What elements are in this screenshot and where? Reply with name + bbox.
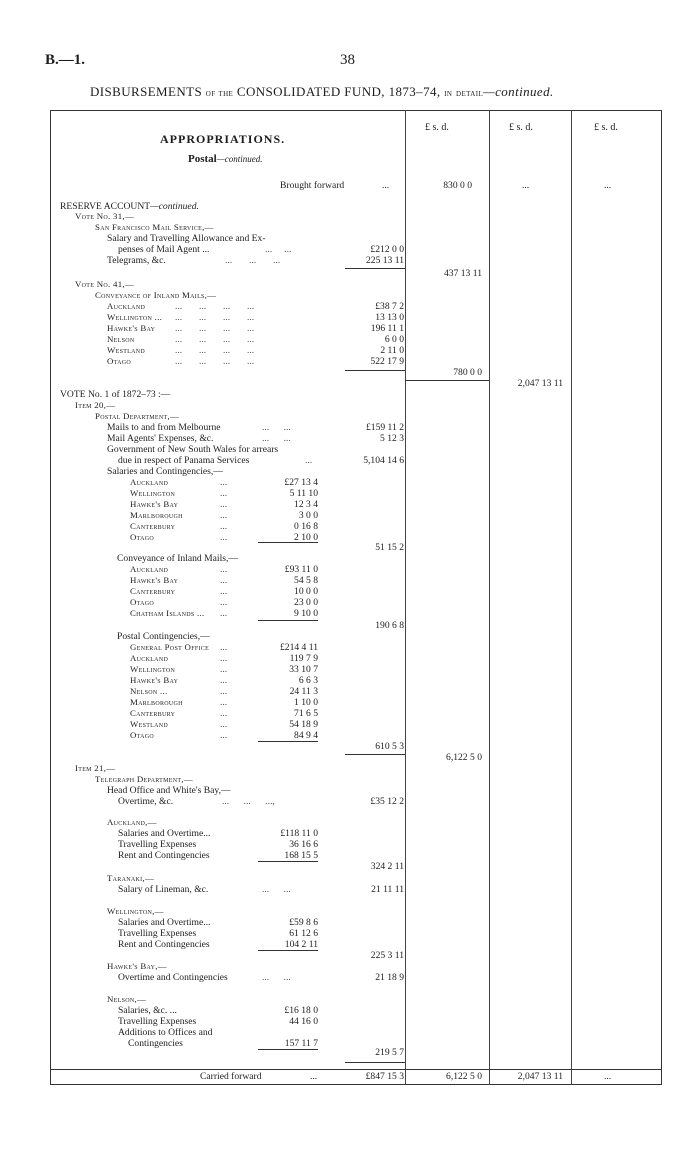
line-item-amount: 157 11 7 — [284, 1038, 318, 1049]
line-item — [0, 608, 700, 619]
line-item — [0, 697, 700, 708]
line-item-label: Auckland — [130, 477, 169, 487]
line-item: due in respect of Panama Services ... 5,104 14 6 — [118, 455, 404, 466]
line-item: penses of Mail Agent ... ... ... £212 0 0 — [118, 244, 404, 255]
line-item-label: Wellington ... — [107, 312, 163, 322]
subheading: San Francisco Mail Service,— — [95, 222, 214, 232]
line-item — [0, 1027, 700, 1038]
column-header: £ s. d. — [594, 122, 618, 133]
subheading: Auckland,— — [107, 817, 157, 827]
line-item — [0, 564, 700, 575]
leader-dots: ... — [220, 510, 228, 521]
line-item-amount: 1 10 0 — [294, 697, 318, 708]
line-item-label: Salaries and Overtime... — [118, 917, 211, 928]
line-item-label: Auckland — [130, 653, 169, 663]
line-item — [0, 301, 700, 312]
line-item-amount: 104 2 11 — [284, 939, 318, 950]
leader-dots: ... — [220, 686, 228, 697]
line-item-label: Westland — [107, 345, 146, 355]
leader-dots: ... — [220, 653, 228, 664]
line-item-amount: 13 13 0 — [375, 312, 404, 323]
line-item — [0, 850, 700, 861]
subheading: Hawke's Bay,— — [107, 961, 167, 971]
line-item-amount: 36 16 6 — [289, 839, 318, 850]
line-item-amount: £16 18 0 — [284, 1005, 318, 1016]
line-text: Salary and Travelling Allowance and Ex- — [107, 233, 266, 244]
leader-dots: ... — [220, 532, 228, 543]
line-item-label: Westland — [130, 719, 169, 729]
line-item-label: Chatham Islands ... — [130, 608, 205, 618]
subtotal: 780 0 0 — [453, 367, 482, 378]
line-item — [0, 521, 700, 532]
leader-dots: ... — [220, 664, 228, 675]
line-item-amount: 54 5 8 — [294, 575, 318, 586]
subheading: Postal Department,— — [95, 411, 180, 421]
line-item — [0, 708, 700, 719]
line-item: Overtime and Contingencies ... ... 21 18 9 — [118, 972, 404, 983]
line-item-label: Nelson ... — [130, 686, 168, 696]
page-reference: B.—1. — [45, 52, 86, 68]
line-item-amount: £93 11 0 — [284, 564, 318, 575]
line-text: Head Office and White's Bay,— — [107, 785, 231, 796]
line-item-amount: 54 18 9 — [289, 719, 318, 730]
line-item-amount: 10 0 0 — [294, 586, 318, 597]
line-item-amount: 84 9 4 — [294, 730, 318, 741]
line-item — [0, 730, 700, 741]
subheading: Conveyance of Inland Mails,— — [117, 553, 238, 564]
line-item-label: Canterbury — [130, 586, 176, 596]
subtotal: 225 3 11 — [370, 950, 404, 961]
line-item: Overtime, &c. ... ... ..., £35 12 2 — [118, 796, 404, 807]
line-item-amount: 0 16 8 — [294, 521, 318, 532]
line-item — [0, 917, 700, 928]
footer-rule — [50, 1069, 662, 1070]
line-item-amount: 5 11 10 — [289, 488, 318, 499]
leader-dots: ... — [220, 597, 228, 608]
section-heading: VOTE No. 1 of 1872–73 :— — [60, 389, 171, 400]
section-heading: RESERVE ACCOUNT—continued. — [60, 201, 199, 212]
page-number: 38 — [340, 52, 355, 68]
subtotal: 437 13 11 — [443, 268, 482, 279]
line-item-label: Otago — [130, 597, 155, 607]
line-item-amount: 24 11 3 — [289, 686, 318, 697]
line-item — [0, 345, 700, 356]
line-item — [0, 488, 700, 499]
line-item-label: Auckland — [130, 564, 169, 574]
line-item-label: Canterbury — [130, 521, 176, 531]
leader-dots: ... — [220, 730, 228, 741]
line-text: Government of New South Wales for arrears — [107, 444, 279, 455]
line-item-label: Salaries, &c. ... — [118, 1005, 177, 1016]
subheading: Wellington,— — [107, 906, 164, 916]
line-item-label: Marlborough — [130, 510, 183, 520]
line-item — [0, 323, 700, 334]
item-label: Item 21,— — [75, 763, 116, 773]
line-item-amount: £59 8 6 — [289, 917, 318, 928]
sum-rule — [345, 1062, 405, 1063]
line-item — [0, 642, 700, 653]
leader-dots: ... — [220, 608, 228, 619]
appropriations-heading: APPROPRIATIONS. — [160, 132, 286, 146]
line-item-label: Salaries and Overtime... — [118, 828, 211, 839]
leader-dots: ... — [220, 521, 228, 532]
leader-dots: ... — [220, 477, 228, 488]
line-item-amount: 6 6 3 — [298, 675, 318, 686]
line-item-amount: £214 4 11 — [279, 642, 318, 653]
line-item — [0, 675, 700, 686]
subheading: Taranaki,— — [107, 873, 155, 883]
line-item: Mails to and from Melbourne ... ... £159 11 2 — [107, 422, 404, 433]
line-item-label: Otago — [107, 356, 132, 366]
line-item-label: Hawke's Bay — [130, 499, 179, 509]
line-item-label: Otago — [130, 532, 155, 542]
subtotal: 610 5 3 — [375, 741, 404, 752]
line-item — [0, 828, 700, 839]
page-title: DISBURSEMENTS of the CONSOLIDATED FUND, 1873–74, in detail—continued. — [90, 84, 554, 99]
line-item — [0, 719, 700, 730]
vote-label: Vote No. 41,— — [75, 279, 134, 289]
leader-dots: ... ... ... ... — [175, 301, 255, 312]
line-item-label: Travelling Expenses — [118, 1016, 197, 1027]
leader-dots: ... — [220, 675, 228, 686]
line-item — [0, 312, 700, 323]
line-item — [0, 928, 700, 939]
line-item-label: Canterbury — [130, 708, 176, 718]
leader-dots: ... ... ... ... — [175, 356, 255, 367]
line-item: Mail Agents' Expenses, &c. ... ... 5 12 3 — [107, 433, 404, 444]
line-item-amount: 196 11 1 — [370, 323, 404, 334]
line-item-amount: 9 10 0 — [294, 608, 318, 619]
line-item-label: Rent and Contingencies — [118, 939, 210, 950]
line-item-label: General Post Office — [130, 642, 210, 652]
line-item — [0, 686, 700, 697]
line-item-amount: 168 15 5 — [284, 850, 318, 861]
line-item-amount: 6 0 0 — [384, 334, 404, 345]
leader-dots: ... — [220, 708, 228, 719]
section-heading: Postal—continued. — [188, 153, 263, 165]
line-item-label: Contingencies — [128, 1038, 183, 1049]
line-item: Salary of Lineman, &c. ... ... 21 11 11 — [118, 884, 404, 895]
subheading: Salaries and Contingencies,— — [107, 466, 223, 477]
item-total: 6,122 5 0 — [446, 752, 482, 763]
subheading: Telegraph Department,— — [95, 774, 193, 784]
line-item-amount: 522 17 9 — [370, 356, 404, 367]
line-item-label: Hawke's Bay — [107, 323, 156, 333]
line-item-label: Hawke's Bay — [130, 675, 179, 685]
line-item-amount: 23 0 0 — [294, 597, 318, 608]
leader-dots: ... — [220, 564, 228, 575]
carried-forward-row: Carried forward ... £847 15 3 6,122 5 0 2,047 13 11 ... — [200, 1071, 612, 1082]
line-item-label: Auckland — [107, 301, 146, 311]
line-item — [0, 477, 700, 488]
item-label: Item 20,— — [75, 400, 116, 410]
vote-label: Vote No. 31,— — [75, 211, 134, 221]
line-item-amount: 71 6 5 — [294, 708, 318, 719]
leader-dots: ... — [220, 719, 228, 730]
leader-dots: ... — [220, 697, 228, 708]
column-header: £ s. d. — [425, 122, 449, 133]
line-item — [0, 1005, 700, 1016]
line-item-label: Rent and Contingencies — [118, 850, 210, 861]
leader-dots: ... ... ... ... — [175, 345, 255, 356]
line-item-amount: £38 7 2 — [375, 301, 404, 312]
leader-dots: ... ... ... ... — [175, 323, 255, 334]
reserve-total: 2,047 13 11 — [517, 378, 563, 389]
line-item-label: Additions to Offices and — [118, 1027, 213, 1038]
line-item-label: Travelling Expenses — [118, 839, 197, 850]
line-item-amount: £118 11 0 — [280, 828, 318, 839]
line-item — [0, 334, 700, 345]
subtotal: 190 6 8 — [375, 620, 404, 631]
line-item-amount: 119 7 9 — [289, 653, 318, 664]
leader-dots: ... — [220, 499, 228, 510]
line-item — [0, 839, 700, 850]
line-item-label: Hawke's Bay — [130, 575, 179, 585]
subheading: Nelson,— — [107, 994, 147, 1004]
line-item — [0, 575, 700, 586]
leader-dots: ... ... ... ... — [175, 334, 255, 345]
line-item — [0, 510, 700, 521]
line-item — [0, 586, 700, 597]
line-item-label: Marlborough — [130, 697, 183, 707]
line-item-amount: 3 0 0 — [298, 510, 318, 521]
line-item-amount: 2 10 0 — [294, 532, 318, 543]
line-item — [0, 653, 700, 664]
line-item-amount: 61 12 6 — [289, 928, 318, 939]
line-item — [0, 499, 700, 510]
leader-dots: ... — [220, 575, 228, 586]
subheading: Conveyance of Inland Mails,— — [95, 290, 217, 300]
column-header: £ s. d. — [509, 122, 533, 133]
subtotal: 324 2 11 — [370, 861, 404, 872]
subheading: Postal Contingencies,— — [117, 631, 210, 642]
line-item-amount: 33 10 7 — [289, 664, 318, 675]
line-item-amount: 44 16 0 — [289, 1016, 318, 1027]
line-item — [0, 939, 700, 950]
line-item-amount: £27 13 4 — [284, 477, 318, 488]
subtotal: 219 5 7 — [375, 1047, 404, 1058]
line-item: Telegrams, &c. ... ... ... 225 13 11 — [107, 255, 404, 266]
line-item — [0, 1016, 700, 1027]
brought-forward-row: Brought forward ... 830 0 0 ... ... — [280, 180, 612, 191]
line-item-label: Travelling Expenses — [118, 928, 197, 939]
line-item-amount: 2 11 0 — [380, 345, 404, 356]
line-item-label: Nelson — [107, 334, 135, 344]
leader-dots: ... — [220, 488, 228, 499]
leader-dots: ... — [220, 642, 228, 653]
line-item-amount: 12 3 4 — [294, 499, 318, 510]
line-item — [0, 356, 700, 367]
line-item-label: Wellington — [130, 664, 176, 674]
line-item-label: Otago — [130, 730, 155, 740]
leader-dots: ... ... ... ... — [175, 312, 255, 323]
line-item — [0, 664, 700, 675]
leader-dots: ... — [220, 586, 228, 597]
subtotal: 51 15 2 — [375, 542, 404, 553]
line-item-label: Wellington — [130, 488, 176, 498]
line-item — [0, 597, 700, 608]
